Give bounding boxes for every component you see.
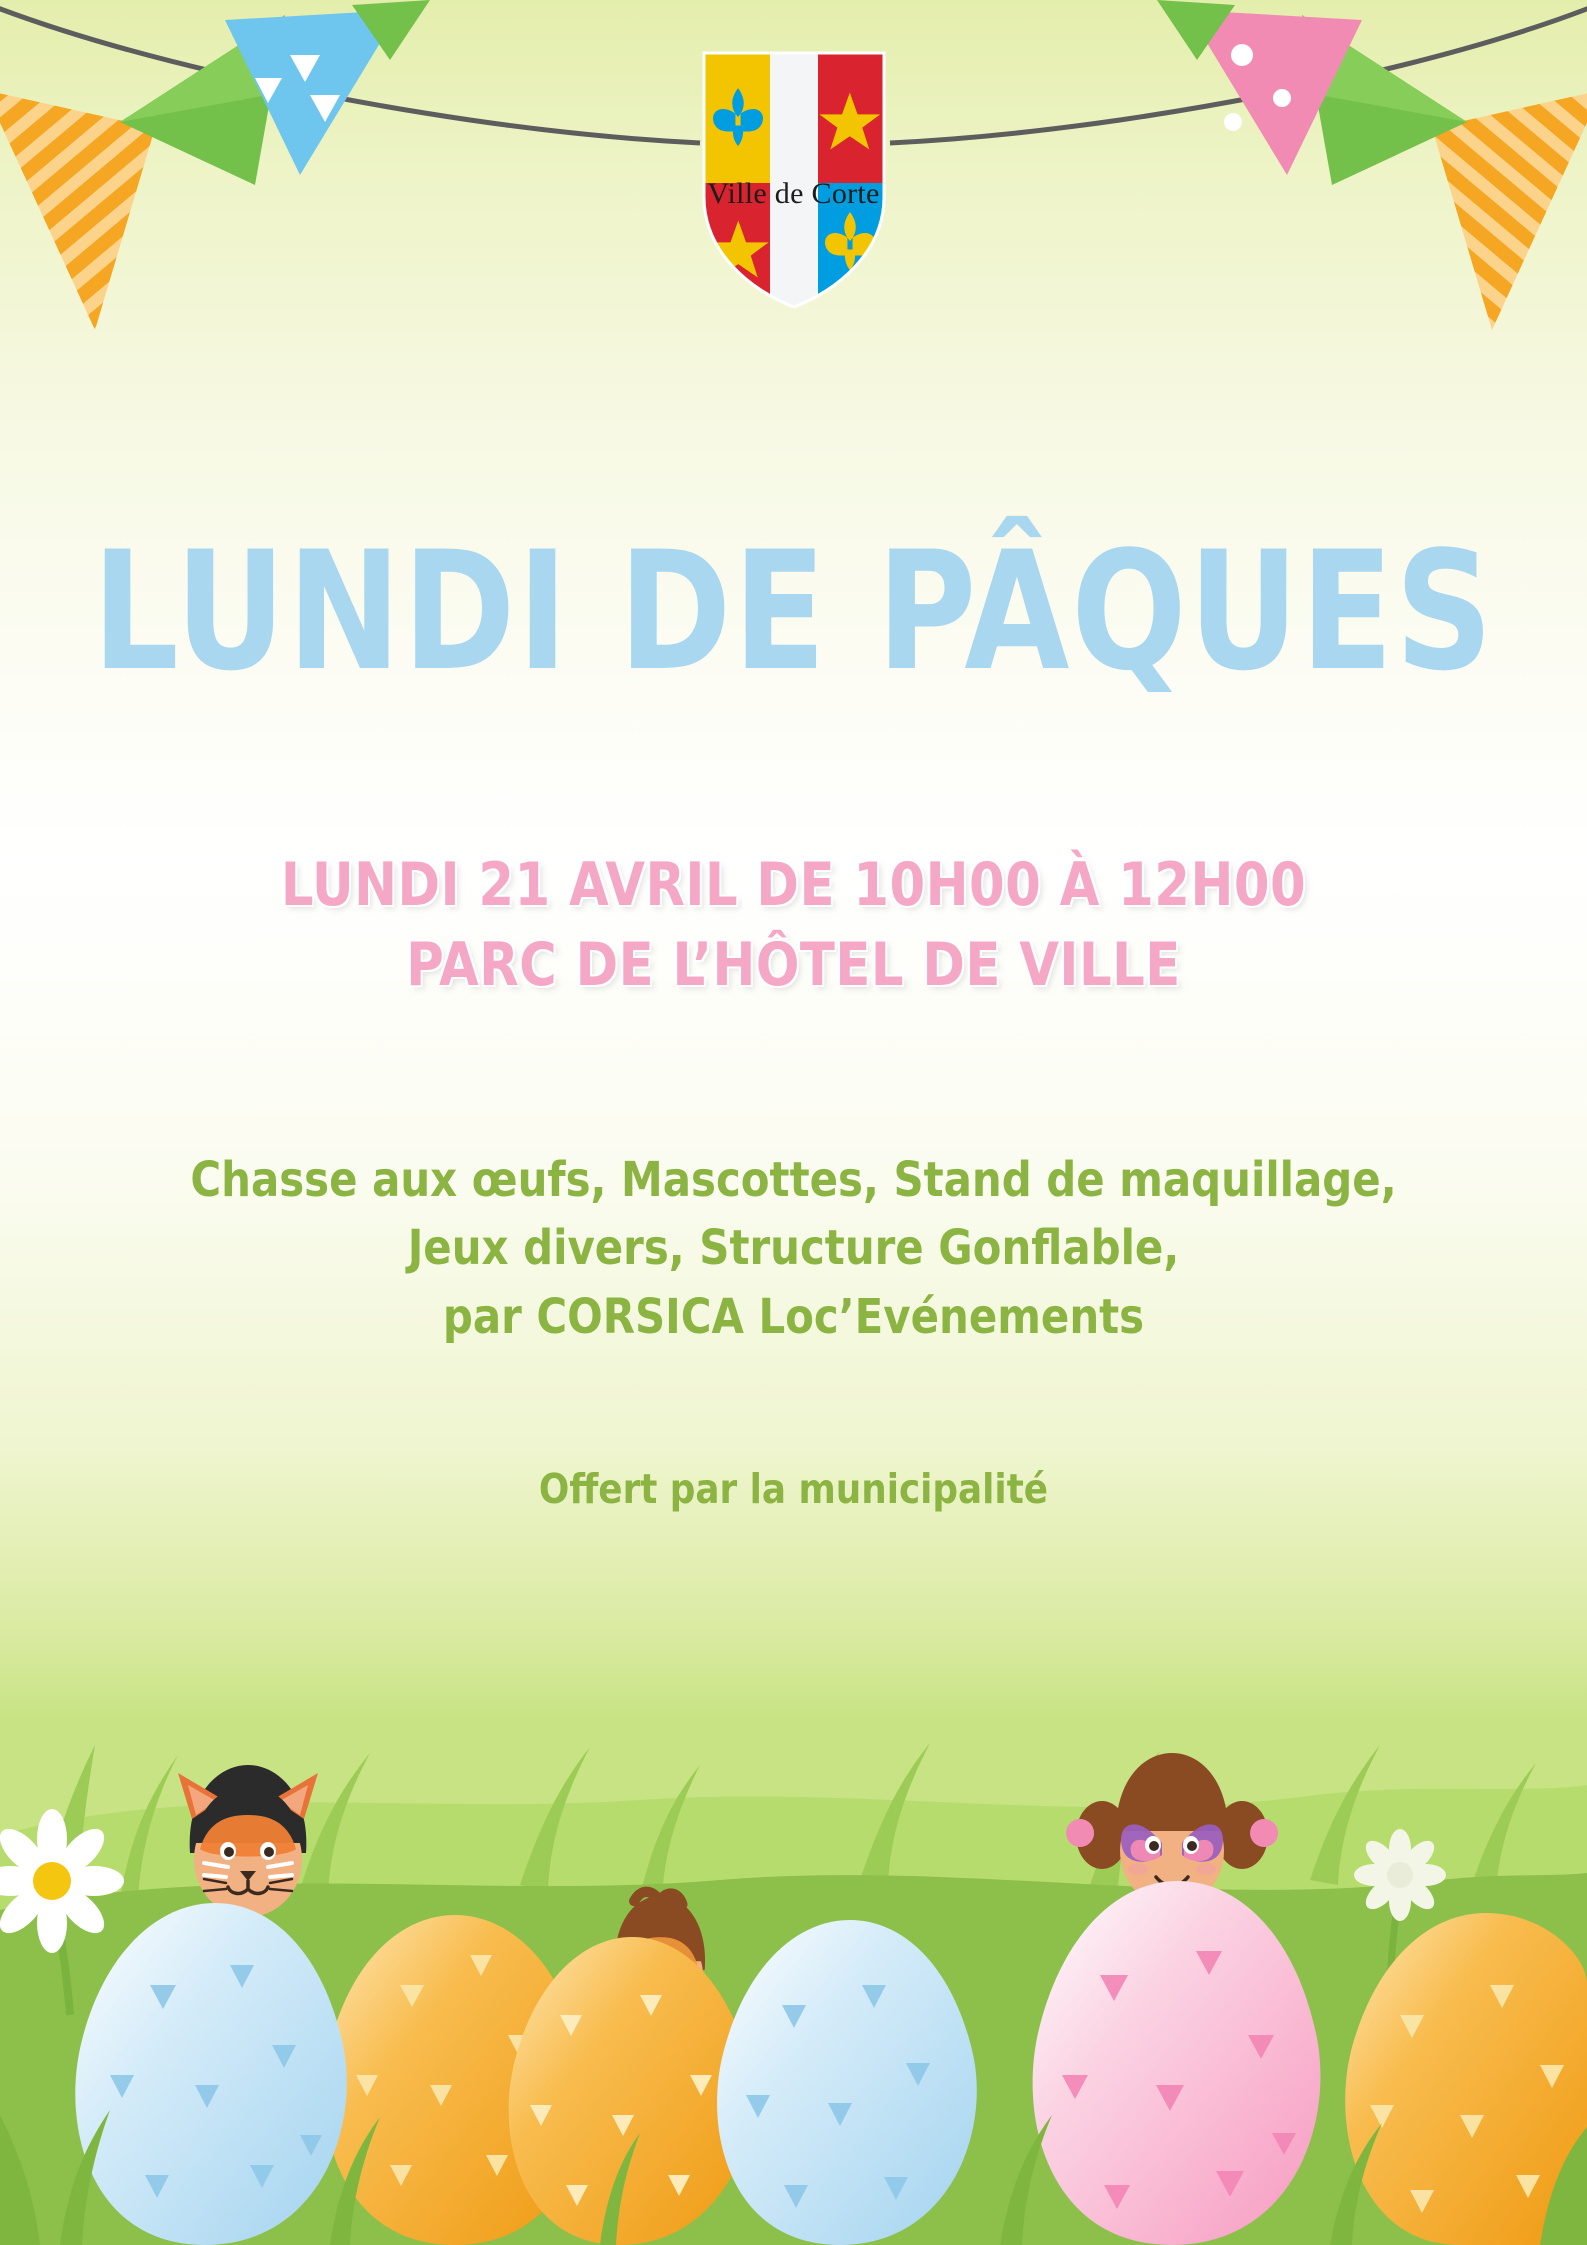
event-datetime: LUNDI 21 AVRIL DE 10H00 À 12H00 [280,850,1307,920]
event-datetime-location [40,694,1548,1006]
page-title: LUNDI DE PÂQUES [92,516,1495,707]
activities-line-3: par CORSICA Loc’Evénements [442,1288,1145,1345]
activities-line-1: Chasse aux œufs, Mascottes, Stand de maquillage, [190,1151,1397,1208]
event-activities [24,1006,1563,1352]
offered-by-note: Offert par la municipalité [538,1465,1049,1514]
activities-line-2: Jeux divers, Structure Gonflable, [407,1220,1180,1277]
crest-label: Ville de Corte [707,177,880,210]
easter-scene-illustration [0,1685,1587,2245]
event-location: PARC DE L’HÔTEL DE VILLE [406,929,1181,1000]
